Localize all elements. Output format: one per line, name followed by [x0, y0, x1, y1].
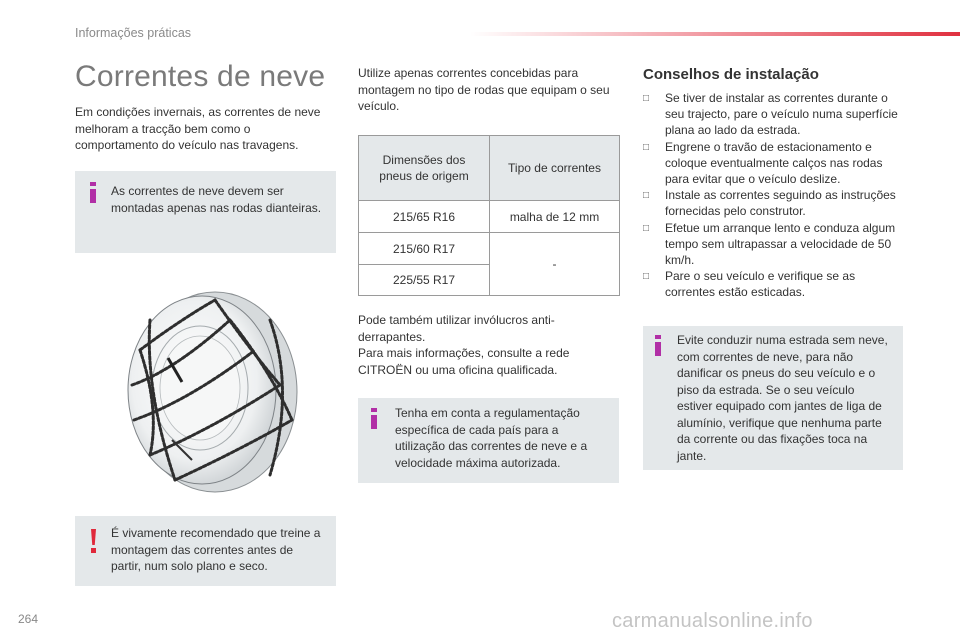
warning-box-text: É vivamente recomendado que treine a montagem das correntes antes de partir, num solo plano e seco.	[111, 526, 321, 573]
table-cell-size: 215/65 R16	[359, 201, 490, 233]
installation-advice-title: Conselhos de instalação	[643, 66, 819, 83]
table-cell-chain: -	[490, 233, 620, 296]
list-item: □ Pare o seu veículo e verifique se as correntes estão esticadas.	[643, 269, 856, 300]
list-item: □ Efetue um arranque lento e conduza algum tempo sem ultrapassar a velocidade de 50 km/h.	[643, 220, 896, 268]
list-item: □ Engrene o travão de estacionamento e coloque eventualmente calços nas rodas para evitar que o veículo deslize.	[643, 139, 883, 187]
intro-paragraph: Em condições invernais, as correntes de neve melhoram a tracção bem como o comportamento do veículo nas travagens.	[75, 105, 321, 152]
more-info-paragraph: Para mais informações, consulte a rede CITROËN ou uma oficina qualificada.	[358, 346, 570, 377]
info-box-text: As correntes de neve devem ser montadas apenas nas rodas dianteiras.	[111, 184, 322, 215]
chain-dimensions-table	[358, 135, 620, 296]
tyre-with-snow-chain-illustration	[120, 290, 300, 495]
checkbox-bullet-icon: □	[643, 222, 650, 234]
page-title: Correntes de neve	[75, 60, 326, 93]
warning-box-practice	[75, 516, 336, 586]
watermark: carmanualsonline.info	[612, 610, 813, 632]
header-accent-bar	[470, 32, 960, 36]
info-box-avoid-dry-road	[643, 326, 903, 470]
installation-tips-list	[643, 90, 905, 301]
table-cell-size: 215/60 R17	[359, 233, 490, 265]
warning-icon	[90, 529, 98, 553]
section-label: Informações práticas	[75, 26, 192, 40]
middle-intro: Utilize apenas correntes concebidas para montagem no tipo de rodas que equipam o seu veículo.	[358, 66, 610, 113]
table-header-chain-type: Tipo de correntes	[490, 136, 620, 201]
info-box-front-wheels	[75, 171, 336, 253]
list-item: □ Instale as correntes seguindo as instruções fornecidas pelo construtor.	[643, 188, 896, 219]
table-header-tyre-size: Dimensões dos pneus de origem	[359, 136, 490, 201]
anti-skid-paragraph: Pode também utilizar invólucros anti-derrapantes.	[358, 313, 555, 344]
checkbox-bullet-icon: □	[643, 190, 650, 202]
info-box-text: Tenha em conta a regulamentação específica de cada país para a utilização das correntes de neve e a velocidade máxima autorizada.	[395, 406, 588, 470]
checkbox-bullet-icon: □	[643, 93, 650, 104]
page-number: 264	[18, 612, 39, 626]
list-item: □ Se tiver de instalar as correntes durante o seu trajecto, pare o veículo numa superfície plana ao lado da estrada.	[643, 91, 898, 138]
table-cell-size: 225/55 R17	[359, 265, 490, 296]
info-box-regulations	[358, 398, 619, 483]
info-box-text: Evite conduzir numa estrada sem neve, com correntes de neve, para não danificar os pneus do seu veículo e o piso da estrada. Se o seu veículo estiver equipado com jantes de liga de alumínio, verifique que nenhuma parte da corrente ou das fixações toca na jante.	[677, 333, 888, 463]
checkbox-bullet-icon: □	[643, 271, 650, 283]
table-cell-chain: malha de 12 mm	[490, 201, 620, 233]
checkbox-bullet-icon: □	[643, 141, 650, 153]
